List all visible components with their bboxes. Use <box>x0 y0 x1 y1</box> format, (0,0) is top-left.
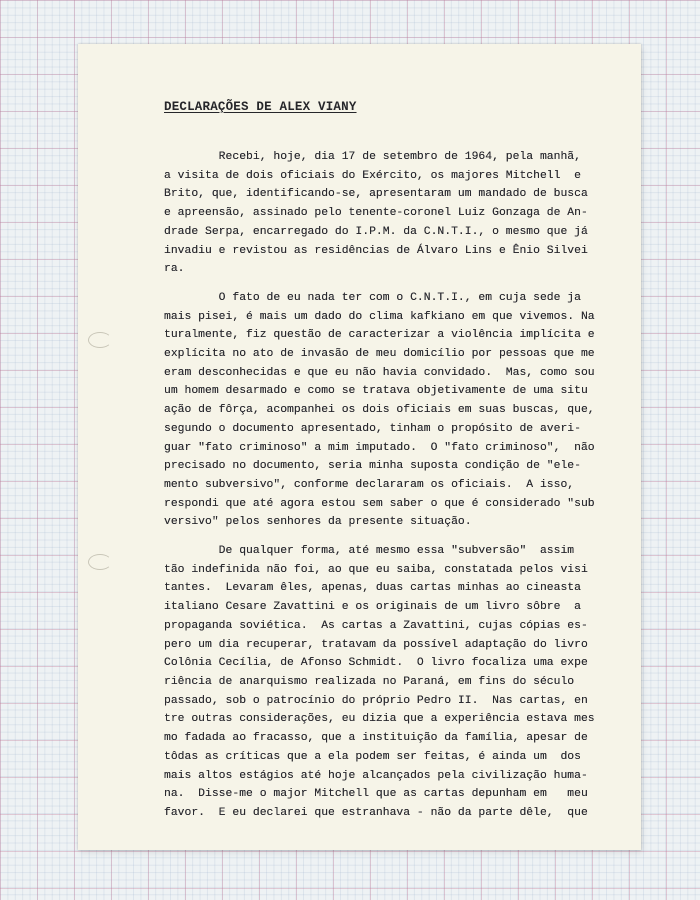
text-line: mais pisei, é mais um dado do clima kafkiano em que vivemos. Na <box>164 310 595 323</box>
punch-hole-mark <box>88 332 112 348</box>
text-line: mento subversivo", conforme declararam os oficiais. A isso, <box>164 478 575 491</box>
document-body <box>164 148 606 823</box>
document-title: DECLARAÇÕES DE ALEX VIANY <box>164 100 357 114</box>
text-line: mo fadada ao fracasso, que a instituição da família, apesar de <box>164 732 588 745</box>
text-line: turalmente, fiz questão de caracterizar a violência implícita e <box>164 329 595 342</box>
paragraph <box>164 148 606 279</box>
text-line: segundo o documento apresentado, tinham o propósito de averi- <box>164 422 581 435</box>
text-line: ação de fôrça, acompanhei os dois oficiais em suas buscas, que, <box>164 404 595 417</box>
text-line: precisado no documento, seria minha suposta condição de "ele- <box>164 460 581 473</box>
text-line: ra. <box>164 263 185 276</box>
text-line: mais altos estágios até hoje alcançados pela civilização huma- <box>164 769 588 782</box>
text-line: a visita de dois oficiais do Exército, os majores Mitchell e <box>164 169 581 182</box>
text-line: Brito, que, identificando-se, apresentaram um mandado de busca <box>164 188 588 201</box>
paragraph <box>164 289 606 532</box>
text-line: Colônia Cecília, de Afonso Schmidt. O livro focaliza uma expe <box>164 657 588 670</box>
typed-page <box>78 44 641 850</box>
text-line: um homem desarmado e como se tratava objetivamente de uma situ <box>164 385 588 398</box>
text-line: Recebi, hoje, dia 17 de setembro de 1964, pela manhã, <box>164 151 581 163</box>
paragraph <box>164 542 606 823</box>
text-line: favor. E eu declarei que estranhava - não da parte dêle, que <box>164 806 588 819</box>
text-line: invadiu e revistou as residências de Álvaro Lins e Ênio Silvei <box>164 244 588 257</box>
text-line: versivo" pelos senhores da presente situação. <box>164 516 472 529</box>
text-line: respondi que até agora estou sem saber o que é considerado "sub <box>164 497 595 510</box>
text-line: O fato de eu nada ter com o C.N.T.I., em cuja sede ja <box>164 291 581 304</box>
text-line: tão indefinida não foi, ao que eu saiba, constatada pelos visi <box>164 563 588 576</box>
text-line: explícita no ato de invasão de meu domicílio por pessoas que me <box>164 348 595 361</box>
punch-hole-mark <box>88 554 112 570</box>
text-line: guar "fato criminoso" a mim imputado. O "fato criminoso", não <box>164 441 595 454</box>
text-line: tantes. Levaram êles, apenas, duas cartas minhas ao cineasta <box>164 582 581 595</box>
paragraph-gap <box>164 532 606 542</box>
text-line: pero um dia recuperar, tratavam da possível adaptação do livro <box>164 638 588 651</box>
text-line: drade Serpa, encarregado do I.P.M. da C.N.T.I., o mesmo que já <box>164 225 588 238</box>
text-line: tôdas as críticas que a ela podem ser feitas, é ainda um dos <box>164 750 581 763</box>
text-line: na. Disse-me o major Mitchell que as cartas depunham em meu <box>164 788 588 801</box>
text-line: eram desconhecidas e que eu não havia convidado. Mas, como sou <box>164 366 595 379</box>
text-line: e apreensão, assinado pelo tenente-coronel Luiz Gonzaga de An- <box>164 207 588 220</box>
text-line: riência de anarquismo realizada no Paraná, em fins do século <box>164 675 575 688</box>
paragraph-gap <box>164 279 606 289</box>
text-line: De qualquer forma, até mesmo essa "subversão" assim <box>164 545 575 558</box>
text-line: tre outras considerações, eu dizia que a experiência estava mes <box>164 713 595 726</box>
text-line: propaganda soviética. As cartas a Zavattini, cujas cópias es- <box>164 619 588 632</box>
text-line: italiano Cesare Zavattini e os originais de um livro sôbre a <box>164 601 581 614</box>
text-line: passado, sob o patrocínio do próprio Pedro II. Nas cartas, en <box>164 694 588 707</box>
